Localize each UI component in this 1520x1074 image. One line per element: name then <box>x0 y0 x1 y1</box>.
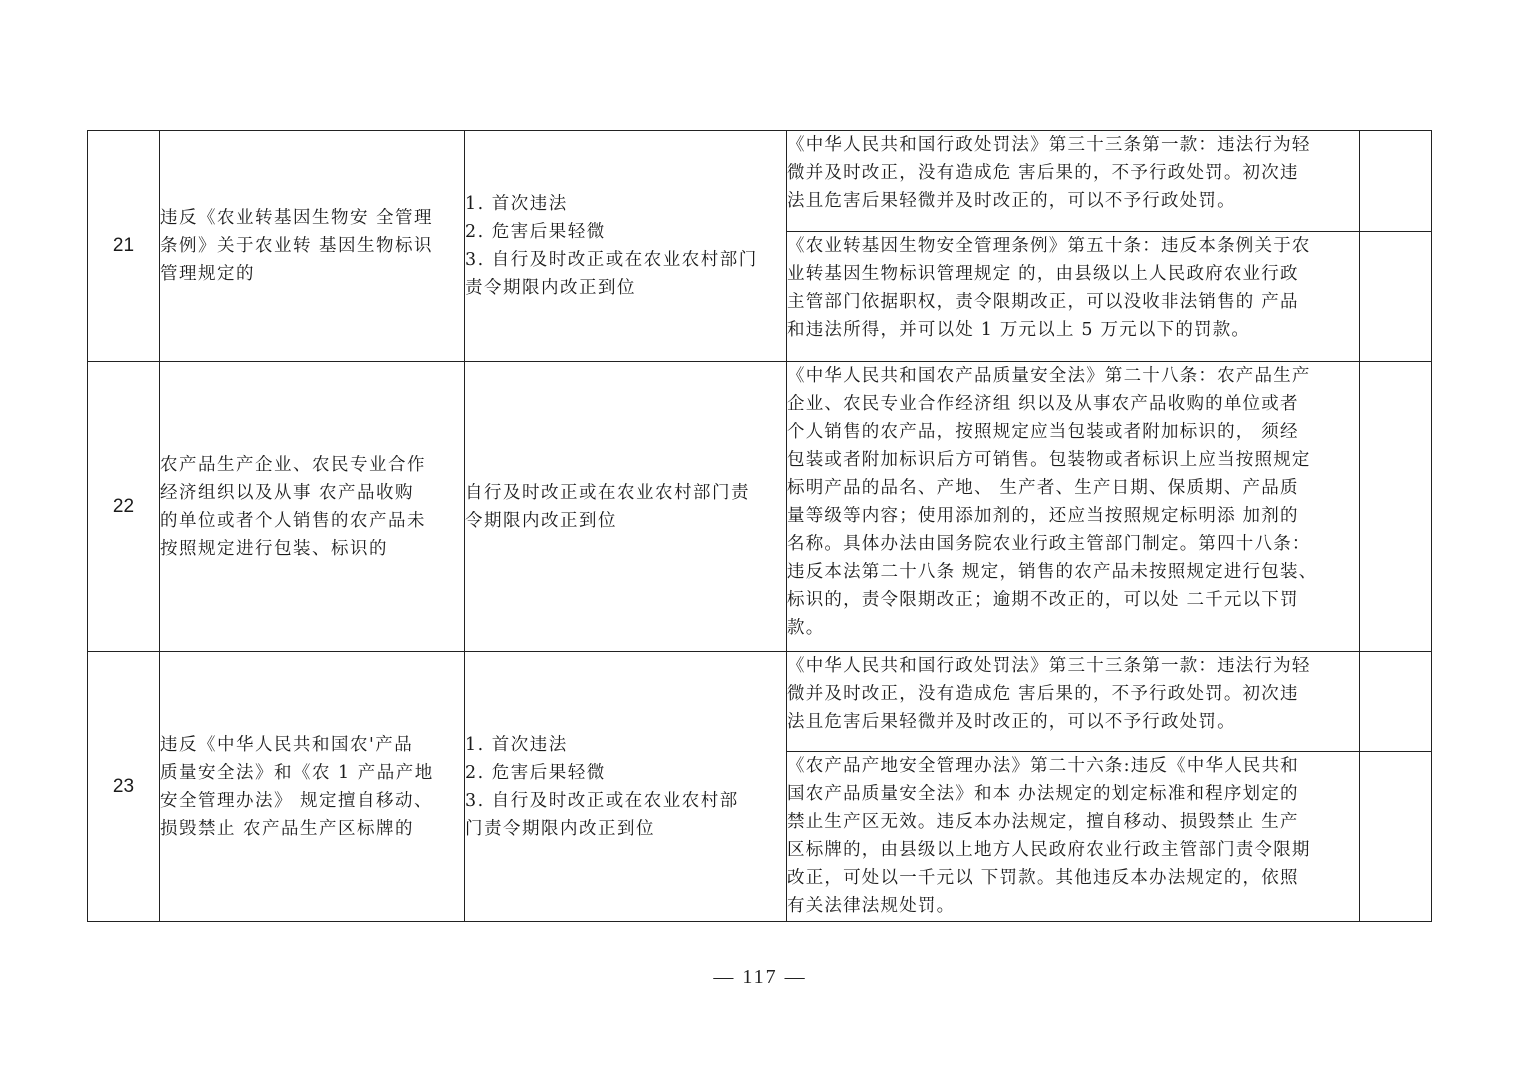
text-line: 款。 <box>787 618 825 638</box>
text-line: 自行及时改正或在农业农村部门责 <box>465 482 750 503</box>
text-line: 有关法律法规处罚。 <box>787 896 956 916</box>
page-number: — 117 — <box>713 966 807 988</box>
table-row <box>88 362 1432 652</box>
legal-basis <box>787 232 1360 362</box>
table-row <box>88 131 1432 232</box>
text-line: 责令期限内改正到位 <box>465 278 636 298</box>
text-line: 损毁禁止 农产品生产区标牌的 <box>160 818 415 839</box>
text-line: 改正，可处以一千元以 下罚款。其他违反本办法规定的，依照 <box>787 868 1299 888</box>
legal-basis <box>787 752 1360 922</box>
row-number: 21 <box>88 131 160 362</box>
table-body <box>88 131 1432 922</box>
text-line: 管理规定的 <box>160 264 255 284</box>
text-line: 农产品生产企业、农民专业合作 <box>160 454 426 475</box>
text-line: 个人销售的农产品，按照规定应当包装或者附加标识的， 须经 <box>787 422 1299 442</box>
remarks-cell <box>1360 232 1432 362</box>
regulation-table <box>87 130 1432 922</box>
text-line: 标识的，责令限期改正；逾期不改正的，可以处 二千元以下罚 <box>787 590 1299 610</box>
text-line: 《中华人民共和国农产品质量安全法》第二十八条：农产品生产 <box>787 366 1311 386</box>
text-line: 令期限内改正到位 <box>465 510 617 531</box>
text-line: 微并及时改正，没有造成危 害后果的，不予行政处罚。初次违 <box>787 163 1299 183</box>
table-row <box>88 652 1432 752</box>
text-line: 国农产品质量安全法》和本 办法规定的划定标准和程序划定的 <box>787 784 1299 804</box>
text-line: 按照规定进行包装、标识的 <box>160 538 388 559</box>
text-line: 1. 首次违法 <box>465 194 568 214</box>
text-line: 1. 首次违法 <box>465 734 568 755</box>
text-line: 《农产品产地安全管理办法》第二十六条:违反《中华人民共和 <box>787 756 1299 776</box>
text-line: 法且危害后果轻微并及时改正的，可以不予行政处罚。 <box>787 191 1236 211</box>
remarks-cell <box>1360 652 1432 752</box>
text-line: 《农业转基因生物安全管理条例》第五十条：违反本条例关于农 <box>787 236 1311 256</box>
text-line: 违反《中华人民共和国农'产品 <box>160 734 414 755</box>
text-line: 禁止生产区无效。违反本办法规定，擅自移动、损毁禁止 生产 <box>787 812 1299 832</box>
text-line: 《中华人民共和国行政处罚法》第三十三条第一款：违法行为轻 <box>787 135 1311 155</box>
text-line: 标明产品的品名、产地、 生产者、生产日期、保质期、产品质 <box>787 478 1299 498</box>
text-line: 的单位或者个人销售的农产品未 <box>160 510 426 531</box>
text-line: 违反本法第二十八条 规定，销售的农产品未按照规定进行包装、 <box>787 562 1318 582</box>
legal-basis <box>787 652 1360 752</box>
text-line: 企业、农民专业合作经济组 织以及从事农产品收购的单位或者 <box>787 394 1299 414</box>
row-number: 22 <box>88 362 160 652</box>
exemption-conditions <box>465 131 787 362</box>
text-line: 《中华人民共和国行政处罚法》第三十三条第一款：违法行为轻 <box>787 656 1311 676</box>
text-line: 法且危害后果轻微并及时改正的，可以不予行政处罚。 <box>787 712 1236 732</box>
text-line: 违反《农业转基因生物安 全管理 <box>160 208 434 228</box>
violation-description <box>160 131 465 362</box>
text-line: 经济组织以及从事 农产品收购 <box>160 482 415 503</box>
exemption-conditions <box>465 652 787 922</box>
text-line: 业转基因生物标识管理规定 的，由县级以上人民政府农业行政 <box>787 264 1299 284</box>
exemption-conditions <box>465 362 787 652</box>
text-line: 微并及时改正，没有造成危 害后果的，不予行政处罚。初次违 <box>787 684 1299 704</box>
legal-basis <box>787 131 1360 232</box>
remarks-cell <box>1360 131 1432 232</box>
violation-description <box>160 362 465 652</box>
text-line: 2. 危害后果轻微 <box>465 222 606 242</box>
text-line: 区标牌的，由县级以上地方人民政府农业行政主管部门责令限期 <box>787 840 1311 860</box>
legal-basis <box>787 362 1360 652</box>
text-line: 和违法所得，并可以处 1 万元以上 5 万元以下的罚款。 <box>787 320 1251 340</box>
text-line: 质量安全法》和《农 1 产品产地 <box>160 762 434 783</box>
text-line: 3. 自行及时改正或在农业农村部 <box>465 790 739 811</box>
text-line: 安全管理办法》 规定擅自移动、 <box>160 790 434 811</box>
text-line: 3. 自行及时改正或在农业农村部门 <box>465 250 758 270</box>
row-number: 23 <box>88 652 160 922</box>
text-line: 条例》关于农业转 基因生物标识 <box>160 236 434 256</box>
text-line: 量等级等内容；使用添加剂的，还应当按照规定标明添 加剂的 <box>787 506 1299 526</box>
text-line: 门责令期限内改正到位 <box>465 818 655 839</box>
remarks-cell <box>1360 362 1432 652</box>
text-line: 名称。具体办法由国务院农业行政主管部门制定。第四十八条： <box>787 534 1311 554</box>
text-line: 2. 危害后果轻微 <box>465 762 606 783</box>
remarks-cell <box>1360 752 1432 922</box>
text-line: 包装或者附加标识后方可销售。包装物或者标识上应当按照规定 <box>787 450 1311 470</box>
violation-description <box>160 652 465 922</box>
text-line: 主管部门依据职权，责令限期改正，可以没收非法销售的 产品 <box>787 292 1299 312</box>
